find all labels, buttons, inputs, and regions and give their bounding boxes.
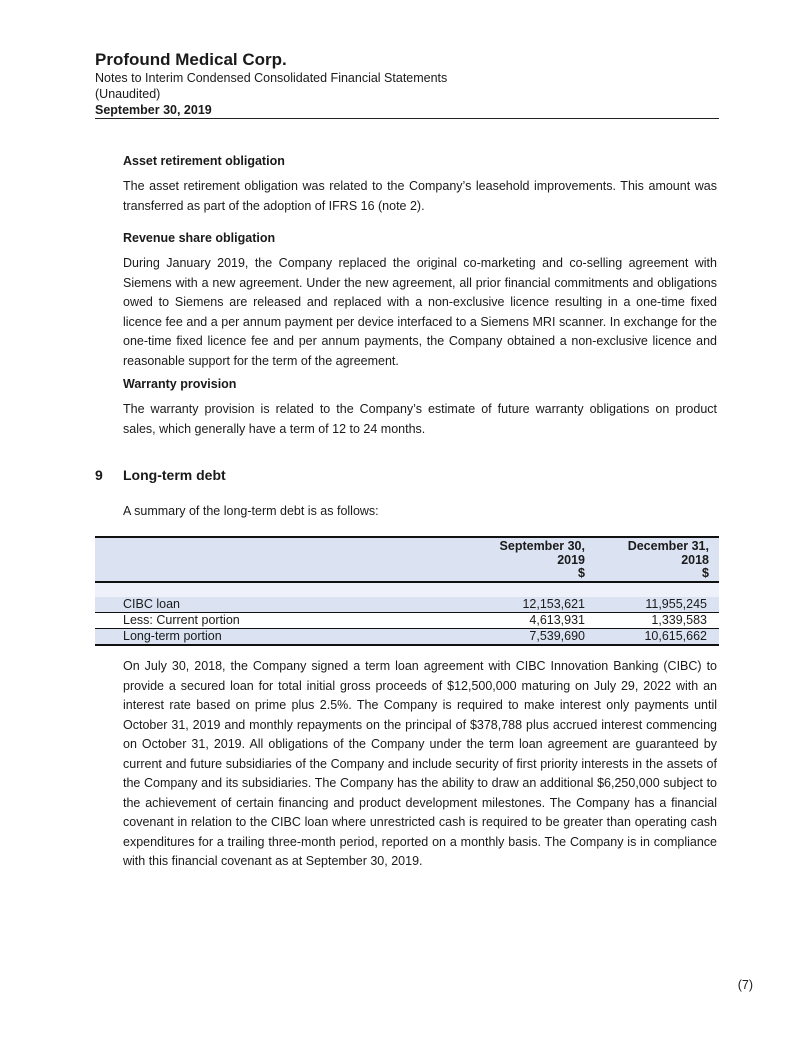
row-label: Less: Current portion [123, 613, 240, 627]
revenue-share-paragraph: During January 2019, the Company replaced the original co-marketing and co-selling agreement with Siemens with a new agreement. Under the new agreement, all prior financial commitments and obligations owed to Siemens are released and replaced with a non-exclusive licence resulting in a one-time fixed licence fee and a per annum payment per device interfaced to a Siemens MRI scanner. In exchange for the one-time fixed licence fee and per annum payments, the Company obtained a non-exclusive licence and reasonable support for the term of the agreement. [123, 256, 717, 368]
column-header-line: 2019 [557, 552, 585, 567]
value-2018: 11,955,245 [645, 597, 707, 611]
row-label: Long-term portion [123, 629, 222, 643]
revenue-share-heading: Revenue share obligation [123, 231, 276, 245]
column-header-2019 [500, 540, 585, 581]
loan-paragraph: On July 30, 2018, the Company signed a term loan agreement with CIBC Innovation Banking (CIBC) to provide a secured loan for total initial gross proceeds of $12,500,000 maturing on July 29, 2022 with an interest rate based on prime plus 2.5%. The Company is required to make interest only payments until October 31, 2019 and monthly repayments on the principal of $378,788 plus accrued interest commencing on October 31, 2019. All obligations of the Company under the term loan agreement are guaranteed by current and future subsidiaries of the Company and include security of first priority interests in the assets of the Company and its subsidiaries. The Company has the ability to draw an additional $6,250,000 subject to the achievement of certain financing and product development milestones. The Company has a financial covenant in relation to the CIBC loan where unrestricted cash is required to be greater than operating cash expenditures for a trailing three-month period, reported on a monthly basis. The Company is in compliance with this financial covenant as at September 30, 2019. [123, 659, 717, 868]
document-title: Notes to Interim Condensed Consolidated Financial Statements [95, 71, 448, 85]
column-header-line: September 30, [499, 539, 585, 553]
page-number: (7) [737, 978, 753, 992]
debt-table [95, 536, 719, 646]
aro-paragraph: The asset retirement obligation was related to the Company’s leasehold improvements. This amount was transferred as part of the adoption of IFRS 16 (note 2). [123, 179, 717, 213]
page-header [95, 50, 719, 118]
column-header-line: $ [578, 566, 585, 580]
row-label: CIBC loan [123, 597, 180, 611]
aro-heading: Asset retirement obligation [123, 154, 285, 168]
section-number: 9 [95, 467, 103, 483]
section-title: Long-term debt [123, 467, 226, 483]
table-spacer [95, 583, 719, 597]
header-divider [95, 118, 719, 119]
table-header [95, 536, 719, 583]
section-intro: A summary of the long-term debt is as follows: [123, 504, 379, 518]
column-header-2018 [628, 540, 709, 581]
warranty-heading: Warranty provision [123, 377, 237, 391]
value-2018: 10,615,662 [644, 629, 707, 643]
column-header-line: $ [702, 566, 709, 580]
warranty-paragraph: The warranty provision is related to the Company’s estimate of future warranty obligations on product sales, which generally have a term of 12 to 24 months. [123, 402, 717, 436]
value-2019: 7,539,690 [529, 629, 585, 643]
table-row [95, 628, 719, 646]
value-2019: 4,613,931 [529, 613, 585, 627]
column-header-line: 2018 [681, 552, 709, 567]
value-2019: 12,153,621 [522, 597, 585, 611]
value-2018: 1,339,583 [651, 613, 707, 627]
unaudited-label: (Unaudited) [95, 87, 161, 101]
column-header-line: December 31, [627, 539, 709, 553]
table-row [95, 612, 719, 628]
company-name: Profound Medical Corp. [95, 50, 287, 69]
table-row [95, 597, 719, 612]
report-date: September 30, 2019 [95, 103, 212, 117]
